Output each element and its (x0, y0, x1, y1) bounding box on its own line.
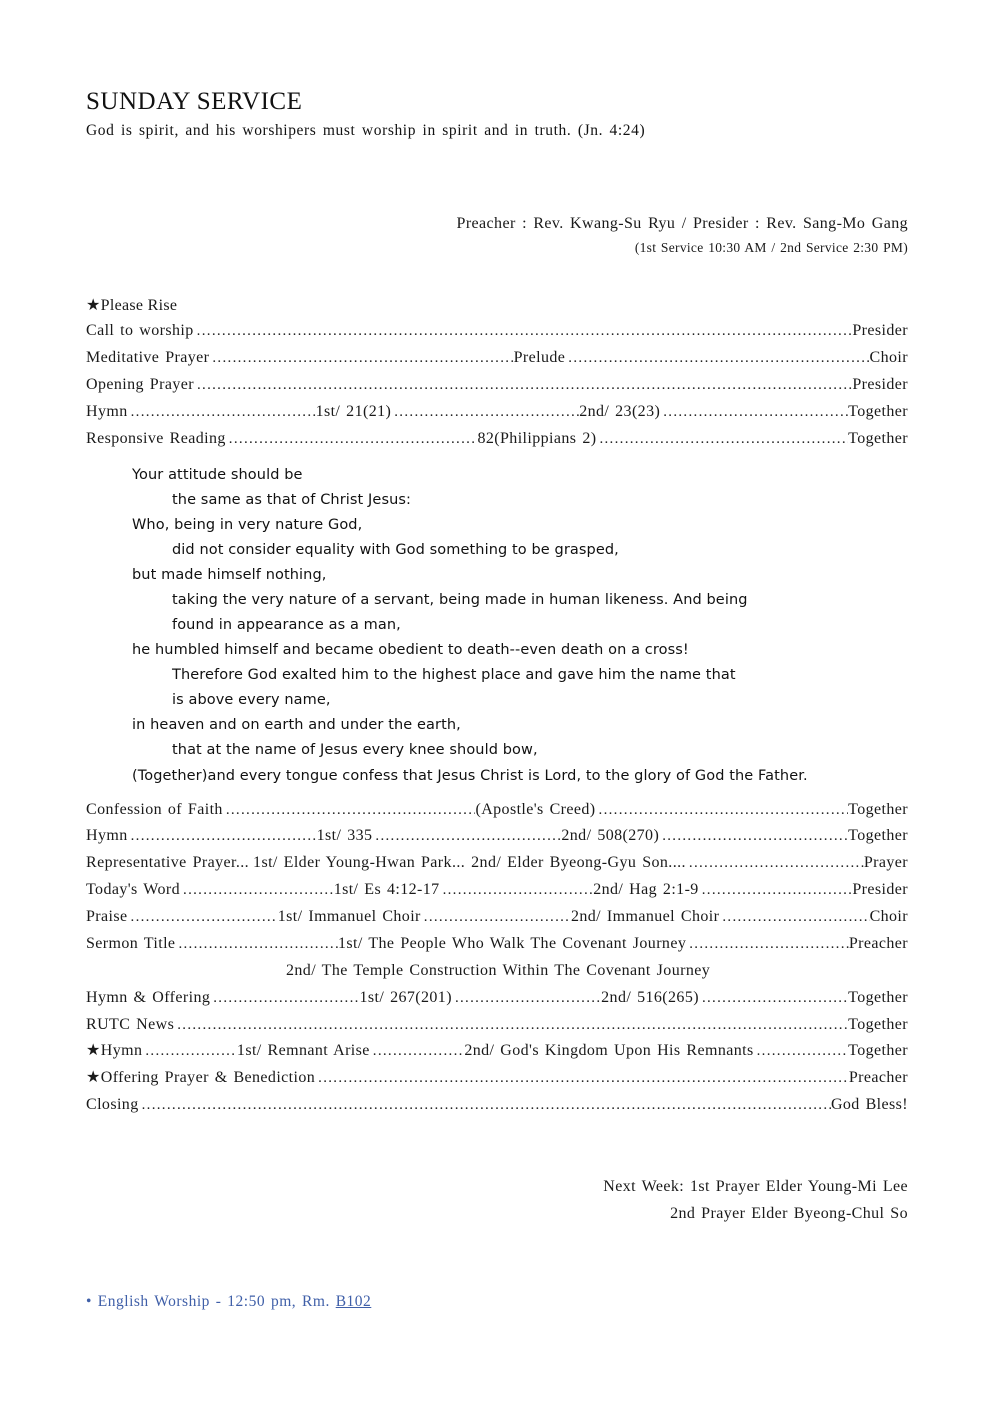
service-times: (1st Service 10:30 AM / 2nd Service 2:30 PM) (634, 240, 908, 256)
leader-dots (180, 878, 334, 903)
order-line-label: Representative Prayer... (86, 854, 250, 872)
scripture-line: Therefore God exalted him to the highest place and gave him the name that (172, 667, 736, 684)
leader-dots (421, 905, 571, 930)
leader-dots (452, 986, 601, 1011)
order-line-second-service: 2nd/ Immanuel Choir (570, 908, 720, 926)
order-line (86, 797, 908, 824)
scripture-line: (Together)and every tongue confess that Jesus Christ is Lord, to the glory of God the Father. (132, 767, 808, 784)
english-worship-text: • English Worship - 12:50 pm, Rm. (86, 1293, 336, 1311)
order-line-label: Hymn & Offering (86, 988, 211, 1006)
order-line-first-service: 1st/ 267(201) (359, 988, 452, 1006)
scripture-line: is above every name, (172, 692, 331, 709)
leader-dots (370, 1039, 465, 1064)
leader-dots (596, 798, 849, 823)
order-line-role: Together (848, 800, 908, 818)
english-worship-room: B102 (335, 1293, 372, 1311)
please-rise-note: ★Please Rise (86, 297, 178, 315)
order-line-label: Praise (86, 908, 128, 926)
leader-dots (128, 824, 317, 849)
scripture-line: Who, being in very nature God, (132, 516, 363, 533)
order-line-role: Preacher (848, 1069, 908, 1087)
scripture-line: he humbled himself and became obedient to death--even death on a cross! (132, 642, 689, 659)
order-line-role: Together (848, 1015, 908, 1033)
order-line-label: Today's Word (86, 881, 181, 899)
leader-dots (719, 905, 869, 930)
order-line-first-service: 1st/ 21(21) (315, 402, 392, 420)
leader-dots (210, 986, 359, 1011)
order-line (86, 958, 908, 985)
order-line (86, 1038, 908, 1065)
scripture-line: found in appearance as a man, (172, 617, 401, 634)
order-line-role: Preacher (848, 934, 908, 952)
leader-dots (226, 427, 478, 452)
order-line-second-service: 2nd/ 516(265) (601, 988, 699, 1006)
order-line (86, 345, 908, 372)
leader-dots (659, 824, 848, 849)
order-line-role: Choir (869, 349, 908, 367)
leader-dots (754, 1039, 849, 1064)
order-line-label: Opening Prayer (86, 375, 194, 393)
order-line-second-service: 2nd/ 508(270) (561, 827, 660, 845)
scripture-line: that at the name of Jesus every knee should bow, (172, 742, 538, 759)
order-line-label: Closing (86, 1096, 139, 1114)
order-line-label: Call to worship (86, 322, 194, 340)
scripture-line: the same as that of Christ Jesus: (172, 491, 412, 508)
scripture-line: taking the very nature of a servant, being made in human likeness. And being (172, 591, 748, 608)
responsive-reading-text (86, 463, 908, 789)
order-line (86, 372, 908, 399)
leader-dots (686, 932, 849, 957)
page-subtitle: God is spirit, and his worshipers must worship in spirit and in truth. (Jn. 4:24) (86, 121, 646, 139)
order-line (86, 823, 908, 850)
order-line-role: Presider (852, 375, 908, 393)
order-line-first-service: 1st/ 335 (316, 827, 373, 845)
order-line-role: Presider (852, 881, 909, 899)
leader-dots (128, 400, 316, 425)
leader-dots (209, 346, 513, 371)
order-line (86, 1012, 908, 1039)
order-line-label: Hymn (86, 827, 128, 845)
order-line-role: Together (848, 827, 908, 845)
leader-dots (128, 905, 278, 930)
order-line-role: Together (848, 1042, 909, 1060)
leader-dots (686, 851, 864, 876)
order-line-mid: 82(Philippians 2) (477, 429, 597, 447)
leader-dots (194, 319, 853, 344)
leader-dots (372, 824, 561, 849)
leader-dots (699, 878, 853, 903)
leader-dots (596, 427, 848, 452)
order-line (86, 1065, 908, 1092)
order-line-label: RUTC News (86, 1015, 175, 1033)
order-line (86, 399, 908, 426)
order-line-label: Hymn (86, 402, 128, 420)
order-line-second-service: 2nd/ God's Kingdom Upon His Remnants (464, 1042, 754, 1060)
order-of-service-top (86, 295, 908, 452)
order-line-first-service: 1st/ Es 4:12-17 (333, 881, 440, 899)
leader-dots (315, 1066, 849, 1091)
preacher-block (86, 212, 908, 260)
scripture-line: but made himself nothing, (132, 566, 327, 583)
order-line (86, 877, 908, 904)
order-line-label: ★Hymn (86, 1042, 143, 1060)
order-line-first-service: 1st/ Remnant Arise (236, 1042, 370, 1060)
order-line-mid: Prelude (513, 349, 566, 367)
order-line-label: Meditative Prayer (86, 349, 210, 367)
leader-dots (440, 878, 594, 903)
next-week-line-1: Next Week: 1st Prayer Elder Young-Mi Lee (603, 1178, 908, 1196)
scripture-line: in heaven and on earth and under the earth, (132, 717, 461, 734)
order-line-label: Confession of Faith (86, 800, 223, 818)
order-line-first-service: 1st/ The People Who Walk The Covenant Journey (338, 934, 687, 952)
leader-dots (139, 1093, 831, 1118)
order-line-role: Together (848, 402, 909, 420)
order-line-second-service: 2nd/ 23(23) (579, 402, 661, 420)
english-worship-note (86, 1293, 908, 1311)
preacher-line: Preacher : Rev. Kwang-Su Ryu / Presider : Rev. Sang-Mo Gang (456, 214, 908, 232)
leader-dots (174, 1013, 848, 1038)
scripture-line: did not consider equality with God something to be grasped, (172, 541, 619, 558)
order-line-role: Prayer (863, 854, 908, 872)
order-line-label: Sermon Title (86, 934, 176, 952)
order-line (86, 426, 908, 453)
order-line-second-service: 2nd/ Elder Byeong-Gyu Son.... (471, 854, 686, 872)
order-line-mid: (Apostle's Creed) (475, 800, 596, 818)
order-line-first-service: 1st/ Immanuel Choir (277, 908, 421, 926)
next-week-block (86, 1173, 908, 1227)
leader-dots (391, 400, 579, 425)
order-line-second-service: 2nd/ Hag 2:1-9 (593, 881, 699, 899)
order-line-role: Choir (869, 908, 909, 926)
order-line (86, 850, 908, 877)
leader-dots (175, 932, 338, 957)
page-title: SUNDAY SERVICE (86, 88, 303, 115)
leader-dots (142, 1039, 237, 1064)
leader-dots (565, 346, 869, 371)
order-line-role: Together (848, 429, 908, 447)
order-line-role: God Bless! (830, 1096, 908, 1114)
leader-dots (699, 986, 848, 1011)
order-line-first-service: 1st/ Elder Young-Hwan Park... (253, 854, 466, 872)
order-line-role: Together (848, 988, 908, 1006)
order-of-service-bottom (86, 797, 908, 1120)
order-line (86, 318, 908, 345)
order-line-label: Responsive Reading (86, 429, 226, 447)
leader-dots (223, 798, 476, 823)
order-line-second-service: 2nd/ The Temple Construction Within The Covenant Journey (286, 961, 711, 979)
order-line (86, 904, 908, 931)
order-line-role: Presider (852, 322, 908, 340)
order-line (86, 931, 908, 958)
document-content (86, 88, 908, 1311)
order-line-label: ★Offering Prayer & Benediction (86, 1069, 316, 1087)
order-line (86, 985, 908, 1012)
scripture-line: Your attitude should be (132, 466, 303, 483)
order-line (86, 1092, 908, 1119)
leader-dots (194, 373, 852, 398)
next-week-line-2: 2nd Prayer Elder Byeong-Chul So (670, 1205, 908, 1223)
leader-dots (660, 400, 848, 425)
